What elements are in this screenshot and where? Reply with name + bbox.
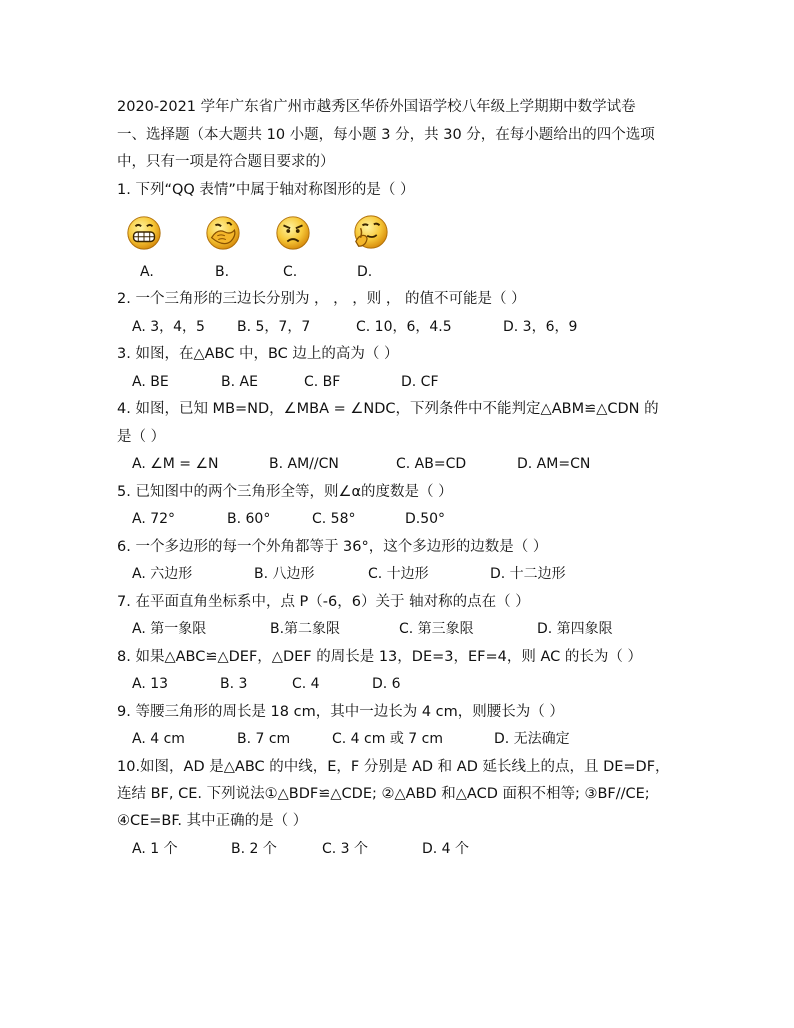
q3-option-d: D. CF: [401, 374, 439, 390]
q10-stem-line2: 连结 BF, CE. 下列说法①△BDF≌△CDE; ②△ABD 和△ACD 面积不相等; ③BF//CE;: [117, 786, 650, 802]
q8-option-a: A. 13: [132, 676, 169, 692]
q10-option-b: B. 2 个: [231, 841, 277, 857]
worried-face-icon: [274, 212, 312, 252]
q10-stem-line3: ④CE=BF. 其中正确的是（ ）: [117, 813, 308, 829]
q9-option-b: B. 7 cm: [237, 731, 291, 747]
q3-option-c: C. BF: [304, 374, 341, 390]
q4-stem-line2: 是（ ）: [117, 429, 166, 445]
q7-stem: 7. 在平面直角坐标系中，点 P（-6，6）关于 轴对称的点在（ ）: [117, 594, 530, 610]
q4-option-c: C. AB=CD: [396, 456, 467, 472]
q10-option-a: A. 1 个: [132, 841, 178, 857]
q1-faces: [0, 212, 794, 256]
q9-option-d: D. 无法确定: [494, 731, 570, 747]
q4-option-a: A. ∠M = ∠N: [132, 456, 219, 472]
q10-option-c: C. 3 个: [322, 841, 369, 857]
q7-option-b: B.第二象限: [270, 621, 341, 637]
q4-option-b: B. AM//CN: [269, 456, 339, 472]
q3-option-b: B. AE: [221, 374, 258, 390]
hand-over-face-icon: [204, 212, 242, 252]
q5-option-a: A. 72°: [132, 511, 176, 527]
q5-option-b: B. 60°: [227, 511, 271, 527]
q3-stem: 3. 如图，在△ABC 中，BC 边上的高为（ ）: [117, 346, 399, 362]
q6-option-d: D. 十二边形: [490, 566, 566, 582]
q2-stem: 2. 一个三角形的三边长分别为 ， ， ，则 ， 的值不可能是（ ）: [117, 291, 526, 307]
q9-stem: 9. 等腰三角形的周长是 18 cm，其中一边长为 4 cm，则腰长为（ ）: [117, 704, 564, 720]
section-heading-line2: 中，只有一项是符合题目要求的）: [117, 154, 335, 170]
q2-option-c: C. 10，6，4.5: [356, 319, 452, 335]
q8-option-b: B. 3: [220, 676, 248, 692]
q1-option-c: C.: [283, 264, 298, 280]
q1-option-d: D.: [357, 264, 373, 280]
q2-option-d: D. 3，6，9: [503, 319, 578, 335]
q9-option-a: A. 4 cm: [132, 731, 185, 747]
q8-stem: 8. 如果△ABC≌△DEF，△DEF 的周长是 13，DE=3，EF=4，则 AC 的长为（ ）: [117, 649, 642, 665]
q3-option-a: A. BE: [132, 374, 169, 390]
q10-option-d: D. 4 个: [422, 841, 470, 857]
q4-option-d: D. AM=CN: [517, 456, 591, 472]
q1-stem: 1. 下列“QQ 表情”中属于轴对称图形的是（ ）: [117, 182, 415, 198]
section-heading-line1: 一、选择题（本大题共 10 小题，每小题 3 分，共 30 分，在每小题给出的四个选项: [117, 127, 655, 143]
q5-option-d: D.50°: [405, 511, 446, 527]
q7-option-c: C. 第三象限: [399, 621, 474, 637]
q6-stem: 6. 一个多边形的每一个外角都等于 36°，这个多边形的边数是（ ）: [117, 539, 548, 555]
q2-option-b: B. 5，7，7: [237, 319, 311, 335]
q7-option-a: A. 第一象限: [132, 621, 207, 637]
q8-option-d: D. 6: [372, 676, 401, 692]
q9-option-c: C. 4 cm 或 7 cm: [332, 731, 443, 747]
page-title: 2020-2021 学年广东省广州市越秀区华侨外国语学校八年级上学期期中数学试卷: [117, 99, 636, 115]
q1-option-a: A.: [140, 264, 154, 280]
q8-option-c: C. 4: [292, 676, 320, 692]
q1-option-b: B.: [215, 264, 230, 280]
q7-option-d: D. 第四象限: [537, 621, 613, 637]
q5-option-c: C. 58°: [312, 511, 356, 527]
q6-option-c: C. 十边形: [368, 566, 429, 582]
q5-stem: 5. 已知图中的两个三角形全等，则∠α的度数是（ ）: [117, 484, 453, 500]
q4-stem-line1: 4. 如图，已知 MB=ND，∠MBA = ∠NDC，下列条件中不能判定△ABM≌△CDN 的: [117, 401, 659, 417]
q6-option-a: A. 六边形: [132, 566, 193, 582]
q10-stem-line1: 10.如图，AD 是△ABC 的中线，E，F 分别是 AD 和 AD 延长线上的点，且 DE=DF，: [117, 759, 670, 775]
q2-option-a: A. 3，4，5: [132, 319, 205, 335]
q6-option-b: B. 八边形: [254, 566, 315, 582]
grinning-face-icon: [125, 212, 163, 252]
thinking-face-icon: [352, 212, 390, 252]
